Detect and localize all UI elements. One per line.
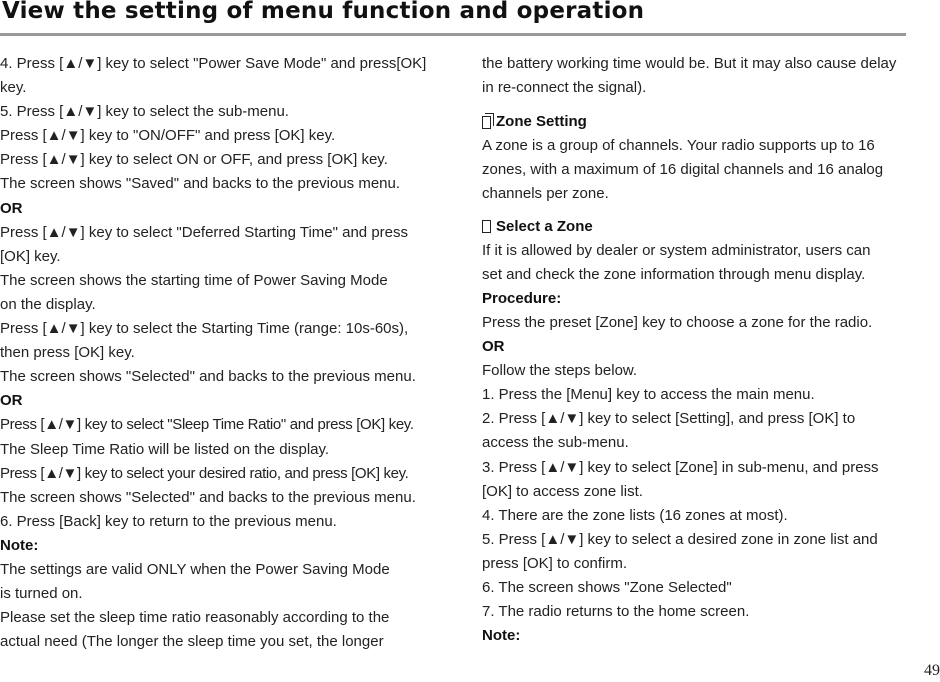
step-line: The screen shows "Selected" and backs to the previous menu. [0,368,416,386]
step-line: then press [OK] key. [0,344,135,362]
step-line: 4. Press [▲/▼] key to select "Power Save Mode" and press[OK] [0,55,427,72]
left-column [0,52,440,654]
or-label: OR [482,338,505,356]
step-line: 3. Press [▲/▼] key to select [Zone] in sub-menu, and press [482,458,879,476]
note-label: Note: [0,536,39,554]
step-line: The Sleep Time Ratio will be listed on the display. [0,440,330,458]
step-line: press [OK] to confirm. [482,554,628,572]
body-line: zones, with a maximum of 16 digital channels and 16 analog [482,161,884,179]
step-line: Press [▲/▼] key to select "Deferred Starting Time" and press [0,223,408,241]
step-line: 2. Press [▲/▼] key to select [Setting], and press [OK] to [482,410,856,428]
page-title: View the setting of menu function and operation [2,0,645,24]
step-line: 6. The screen shows "Zone Selected" [482,578,732,596]
body-line: set and check the zone information through menu display. [482,265,866,283]
heading-text: Zone Setting [496,113,587,131]
zone-setting-heading [482,110,912,134]
note-line: in re-connect the signal). [482,79,647,97]
procedure-label: Procedure: [482,289,562,307]
title-divider [0,33,906,36]
note-line: actual need (The longer the sleep time you set, the longer [0,633,384,651]
step-line: access the sub-menu. [482,434,629,452]
body-line: channels per zone. [482,185,609,203]
step-line: 7. The radio returns to the home screen. [482,603,750,621]
body-line: Press the preset [Zone] key to choose a zone for the radio. [482,313,873,331]
heading-text: Select a Zone [496,217,593,235]
step-line: 6. Press [Back] key to return to the previous menu. [0,512,337,530]
step-line: Press [▲/▼] key to select ON or OFF, and press [OK] key. [0,151,388,169]
step-line: The screen shows the starting time of Power Saving Mode [0,271,388,289]
step-line: key. [0,79,27,97]
note-line: Please set the sleep time ratio reasonably according to the [0,609,390,627]
or-label: OR [0,392,23,410]
or-label: OR [0,199,23,217]
step-line: 1. Press the [Menu] key to access the main menu. [482,386,815,404]
step-line: [OK] to access zone list. [482,482,643,500]
document-icon [482,220,491,233]
step-line: Press [▲/▼] key to "ON/OFF" and press [OK] key. [0,127,336,145]
select-zone-heading [482,215,912,239]
note-line: the battery working time would be. But it may also cause delay [482,55,897,72]
note-line: The settings are valid ONLY when the Power Saving Mode [0,560,390,578]
body-line: A zone is a group of channels. Your radio supports up to 16 [482,137,875,155]
body-line: If it is allowed by dealer or system administrator, users can [482,241,871,259]
step-line: The screen shows "Saved" and backs to the previous menu. [0,175,401,193]
right-column [482,52,912,648]
body-line: Follow the steps below. [482,362,638,380]
step-line: The screen shows "Selected" and backs to the previous menu. [0,488,416,506]
step-line: [OK] key. [0,247,61,265]
note-label: Note: [482,627,521,645]
step-line: 4. There are the zone lists (16 zones at most). [482,506,788,524]
stacked-document-icon [482,116,491,129]
step-line: on the display. [0,295,96,313]
step-line: Press [▲/▼] key to select "Sleep Time Ratio" and press [OK] key. [0,416,414,434]
step-line: Press [▲/▼] key to select your desired ratio, and press [OK] key. [0,464,409,482]
step-line: 5. Press [▲/▼] key to select a desired zone in zone list and [482,530,878,548]
step-line: Press [▲/▼] key to select the Starting Time (range: 10s-60s), [0,320,409,338]
step-line: 5. Press [▲/▼] key to select the sub-menu. [0,103,289,121]
page-number: 49 [924,662,940,679]
note-line: is turned on. [0,585,83,603]
